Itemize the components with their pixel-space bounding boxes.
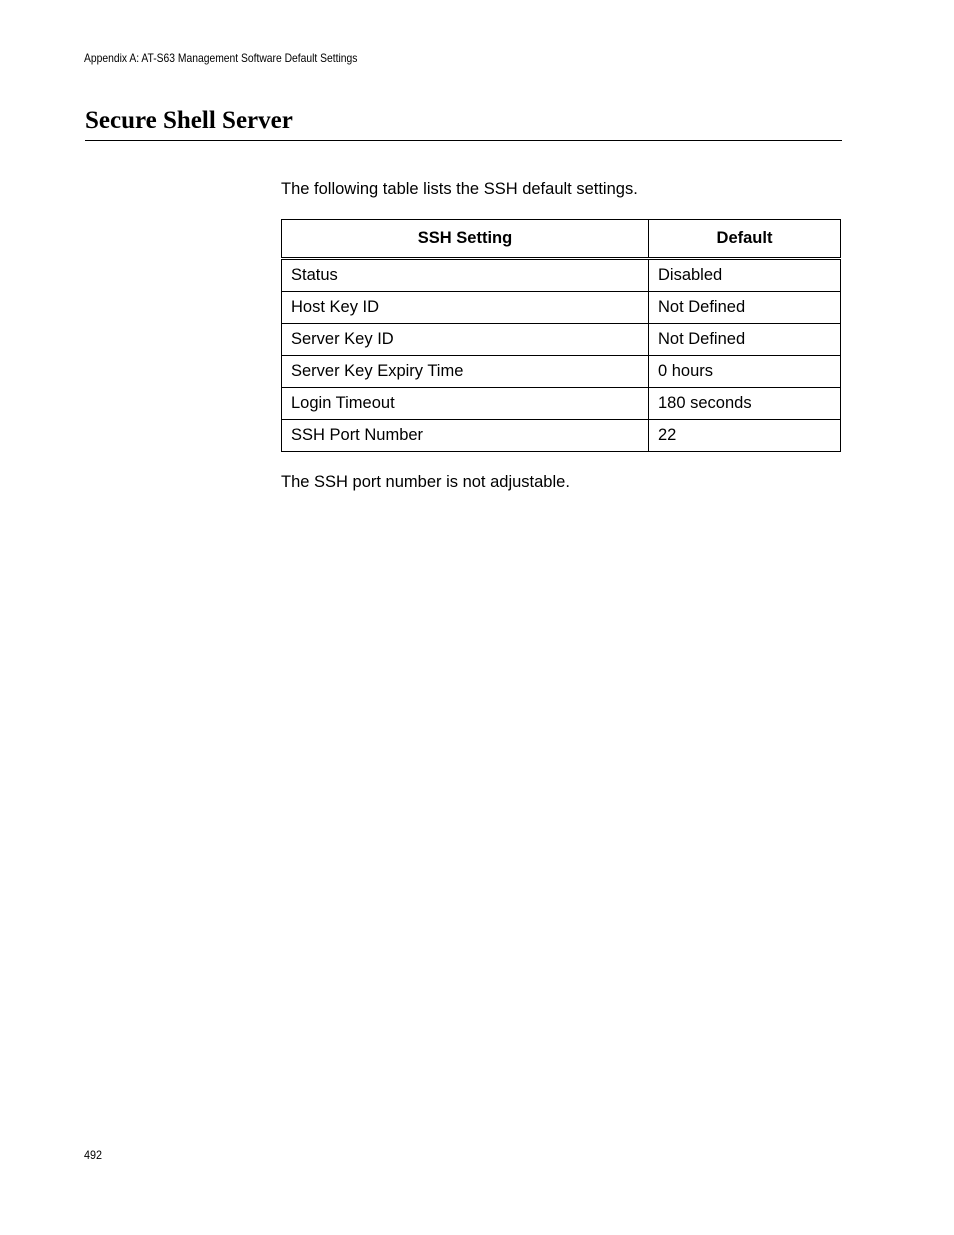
page-number: 492 (84, 1148, 103, 1162)
setting-name-cell: Host Key ID (282, 292, 649, 324)
setting-name-cell: Status (282, 259, 649, 292)
running-header: Appendix A: AT-S63 Management Software Default Settings (84, 51, 358, 65)
table-header-row (282, 220, 841, 259)
setting-name-cell: Server Key ID (282, 324, 649, 356)
default-value-cell: 180 seconds (649, 388, 841, 420)
default-value-cell: 0 hours (649, 356, 841, 388)
table-row (282, 420, 841, 452)
default-value-cell: Not Defined (649, 324, 841, 356)
setting-name-cell: Server Key Expiry Time (282, 356, 649, 388)
note-paragraph: The SSH port number is not adjustable. (281, 473, 570, 491)
setting-name-cell: Login Timeout (282, 388, 649, 420)
default-value-cell: Not Defined (649, 292, 841, 324)
default-value-cell: 22 (649, 420, 841, 452)
table-row (282, 356, 841, 388)
table-row (282, 259, 841, 292)
title-divider (85, 140, 842, 141)
default-value-cell: Disabled (649, 259, 841, 292)
intro-paragraph: The following table lists the SSH default settings. (281, 180, 638, 198)
table-row (282, 324, 841, 356)
column-header-default: Default (649, 220, 841, 259)
setting-name-cell: SSH Port Number (282, 420, 649, 452)
column-header-ssh-setting: SSH Setting (282, 220, 649, 259)
table-row (282, 292, 841, 324)
section-title: Secure Shell Server (85, 107, 293, 134)
table-row (282, 388, 841, 420)
ssh-defaults-table (281, 219, 841, 452)
